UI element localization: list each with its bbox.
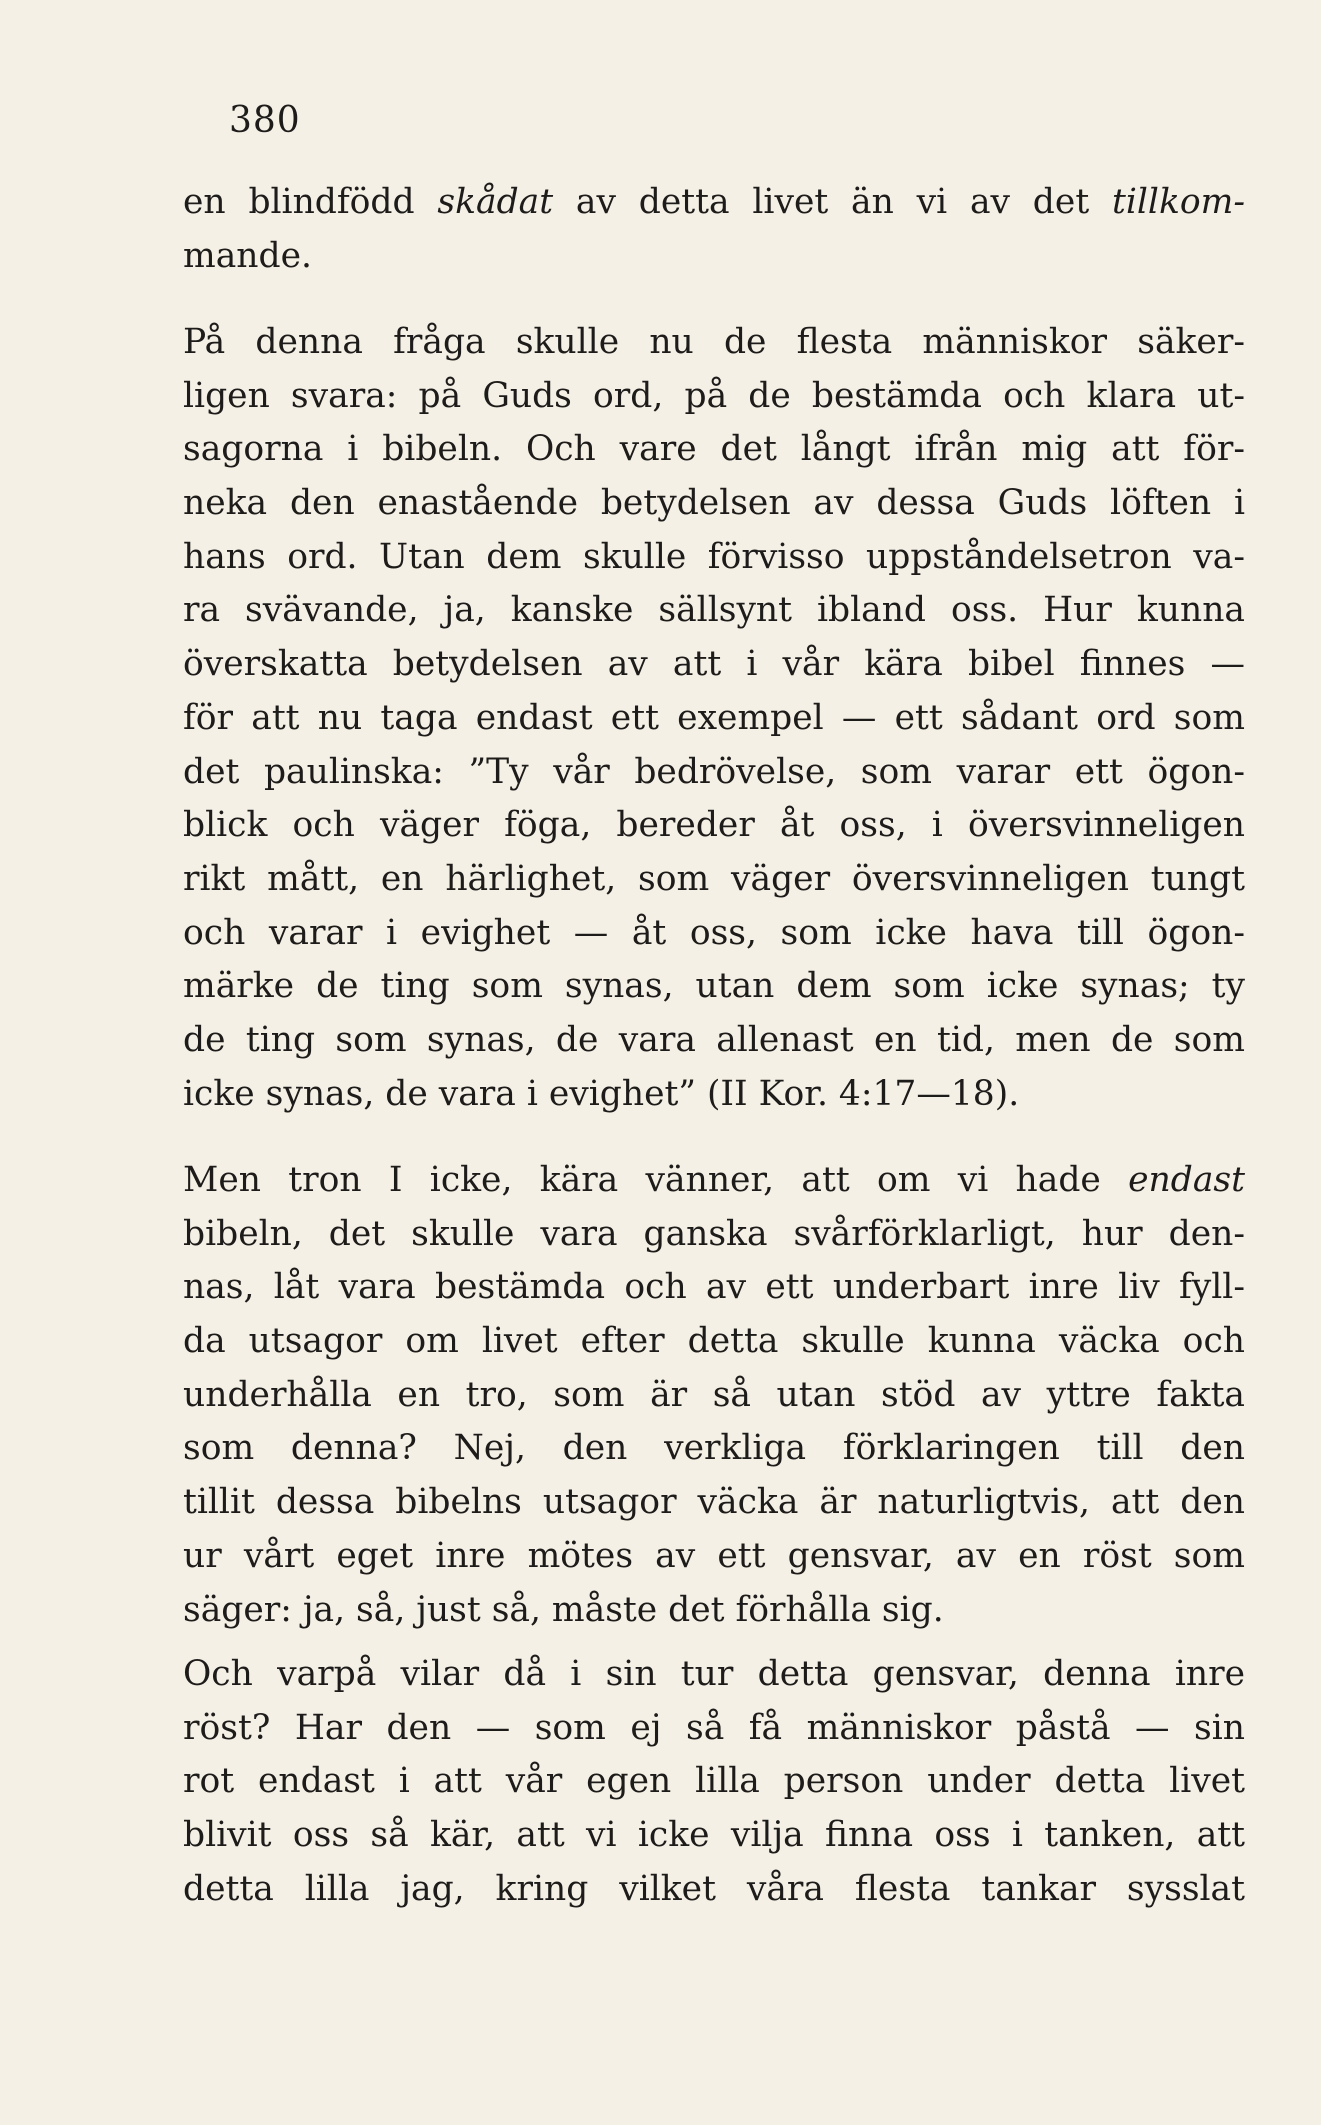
text-line [183, 907, 1245, 961]
text-line [183, 638, 1245, 692]
text-line [183, 1809, 1245, 1863]
text-line [183, 1315, 1245, 1369]
text-run: säger: ja, så, just så, måste det förhålla sig. [183, 1589, 944, 1630]
text-line [183, 1068, 1245, 1122]
text-line [183, 1154, 1245, 1208]
page-number: 380 [229, 100, 301, 141]
text-run: icke synas, de vara i evighet” (II Kor. 4:17—18). [183, 1073, 1020, 1114]
text-line [183, 316, 1245, 370]
text-line [183, 1584, 1245, 1638]
text-line [183, 176, 1245, 230]
text-line [183, 230, 1245, 284]
text-line [183, 1476, 1245, 1530]
text-line [183, 1648, 1245, 1702]
text-line [183, 1755, 1245, 1809]
text-run: da utsagor om livet efter detta skulle kunna väcka och [183, 1321, 1245, 1362]
paragraph-4 [183, 1648, 1245, 1916]
text-run: På denna fråga skulle nu de flesta människor säker- [183, 322, 1245, 362]
text-line [183, 1208, 1245, 1262]
text-run: hans ord. Utan dem skulle förvisso uppståndelsetron va- [183, 536, 1245, 577]
text-run: ra svävande, ja, kanske sällsynt ibland oss. Hur kunna [183, 590, 1245, 631]
text-line [183, 960, 1245, 1014]
text-run: blivit oss så kär, att vi icke vilja finna oss i tanken, att [183, 1815, 1245, 1856]
text-run: för att nu taga endast ett exempel — ett sådant ord som [183, 697, 1245, 738]
text-run: och varar i evighet — åt oss, som icke hava till ögon- [183, 912, 1245, 953]
text-line [183, 531, 1245, 585]
text-line [183, 584, 1245, 638]
text-run: rot endast i att vår egen lilla person under detta livet [183, 1761, 1245, 1802]
text-run: tillit dessa bibelns utsagor väcka är naturligtvis, att den [183, 1482, 1245, 1523]
text-run: Men tron I icke, kära vänner, att om vi hade [183, 1160, 1129, 1200]
text-run: märke de ting som synas, utan dem som icke synas; ty [183, 966, 1245, 1007]
text-run: av detta livet än vi av det [553, 182, 1112, 222]
text-run: bibeln, det skulle vara ganska svårförklarligt, hur den- [183, 1213, 1245, 1254]
text-run: ur vårt eget inre mötes av ett gensvar, av en röst som [183, 1535, 1245, 1576]
text-line [183, 423, 1245, 477]
text-run: överskatta betydelsen av att i vår kära bibel finnes — [183, 644, 1245, 685]
text-run: blick och väger föga, bereder åt oss, i översvinneligen [183, 805, 1245, 846]
text-line [183, 1369, 1245, 1423]
text-line [183, 370, 1245, 424]
text-run: nas, låt vara bestämda och av ett underbart inre liv fyll- [183, 1267, 1245, 1308]
text-line [183, 853, 1245, 907]
text-run: underhålla en tro, som är så utan stöd av yttre fakta [183, 1374, 1245, 1415]
italic-text-run: skådat [437, 182, 554, 222]
text-run: ligen svara: på Guds ord, på de bestämda och klara ut- [183, 375, 1245, 416]
text-line [183, 746, 1245, 800]
italic-text-run: tillkom- [1111, 182, 1245, 222]
text-line [183, 1014, 1245, 1068]
paragraph-2 [183, 316, 1245, 1121]
text-run: det paulinska: ”Ty vår bedrövelse, som varar ett ögon- [183, 751, 1245, 792]
text-run: Och varpå vilar då i sin tur detta gensvar, denna inre [183, 1654, 1245, 1694]
text-line [183, 692, 1245, 746]
paragraph-1 [183, 176, 1245, 283]
text-run: mande. [183, 235, 312, 276]
text-run: de ting som synas, de vara allenast en tid, men de som [183, 1019, 1245, 1060]
text-run: neka den enastående betydelsen av dessa Guds löften i [183, 483, 1245, 524]
text-run: röst? Har den — som ej så få människor påstå — sin [183, 1707, 1245, 1748]
text-run: rikt mått, en härlighet, som väger översvinneligen tungt [183, 858, 1245, 899]
text-line [183, 1422, 1245, 1476]
text-run: detta lilla jag, kring vilket våra flesta tankar sysslat [183, 1868, 1245, 1909]
text-line [183, 1261, 1245, 1315]
italic-text-run: endast [1128, 1160, 1245, 1200]
paragraph-3 [183, 1154, 1245, 1637]
text-run: som denna? Nej, den verkliga förklaringen till den [183, 1428, 1245, 1469]
text-line [183, 799, 1245, 853]
text-run: sagorna i bibeln. Och vare det långt ifrån mig att för- [183, 429, 1245, 470]
text-line [183, 1863, 1245, 1917]
text-run: en blindfödd [183, 182, 438, 222]
text-line [183, 1530, 1245, 1584]
text-line [183, 477, 1245, 531]
text-line [183, 1702, 1245, 1756]
